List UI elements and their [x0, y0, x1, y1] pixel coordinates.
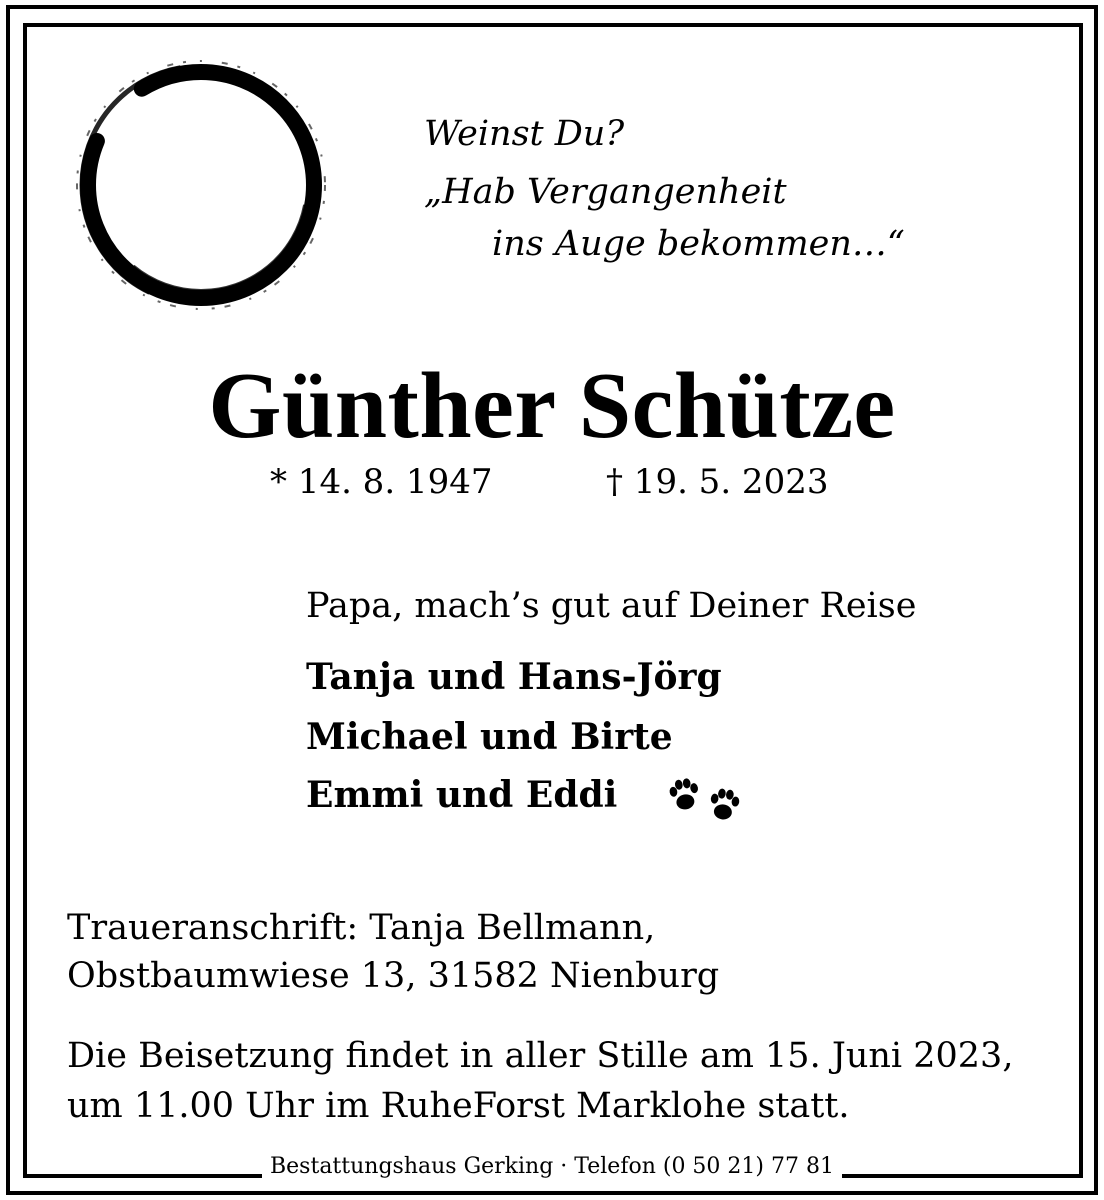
- address-line-1: Traueranschrift: Tanja Bellmann,: [67, 908, 656, 948]
- death-date: † 19. 5. 2023: [606, 462, 829, 502]
- paw-prints-icon: [662, 770, 746, 826]
- quote-line-3: ins Auge bekommen…“: [492, 224, 905, 264]
- farewell-line: Papa, mach’s gut auf Deiner Reise: [306, 586, 917, 626]
- mourner-line: Michael und Birte: [306, 716, 673, 758]
- birth-date: * 14. 8. 1947: [270, 462, 493, 502]
- mourner-line: Emmi und Eddi: [306, 774, 618, 816]
- burial-line-2: um 11.00 Uhr im RuheForst Marklohe statt.: [67, 1086, 850, 1126]
- mourner-line: Tanja und Hans-Jörg: [306, 656, 722, 698]
- burial-line-1: Die Beisetzung findet in aller Stille am 15. Juni 2023,: [67, 1036, 1014, 1076]
- deceased-name: Günther Schütze: [208, 354, 896, 458]
- address-line-2: Obstbaumwiese 13, 31582 Nienburg: [67, 956, 720, 996]
- enso-circle-icon: [66, 52, 336, 322]
- footer-funeral-home: [0, 1154, 1104, 1179]
- quote-line-2: „Hab Vergangenheit: [424, 172, 787, 212]
- footer-text: Bestattungshaus Gerking · Telefon (0 50 21) 77 81: [262, 1154, 842, 1179]
- quote-line-1: Weinst Du?: [424, 114, 625, 154]
